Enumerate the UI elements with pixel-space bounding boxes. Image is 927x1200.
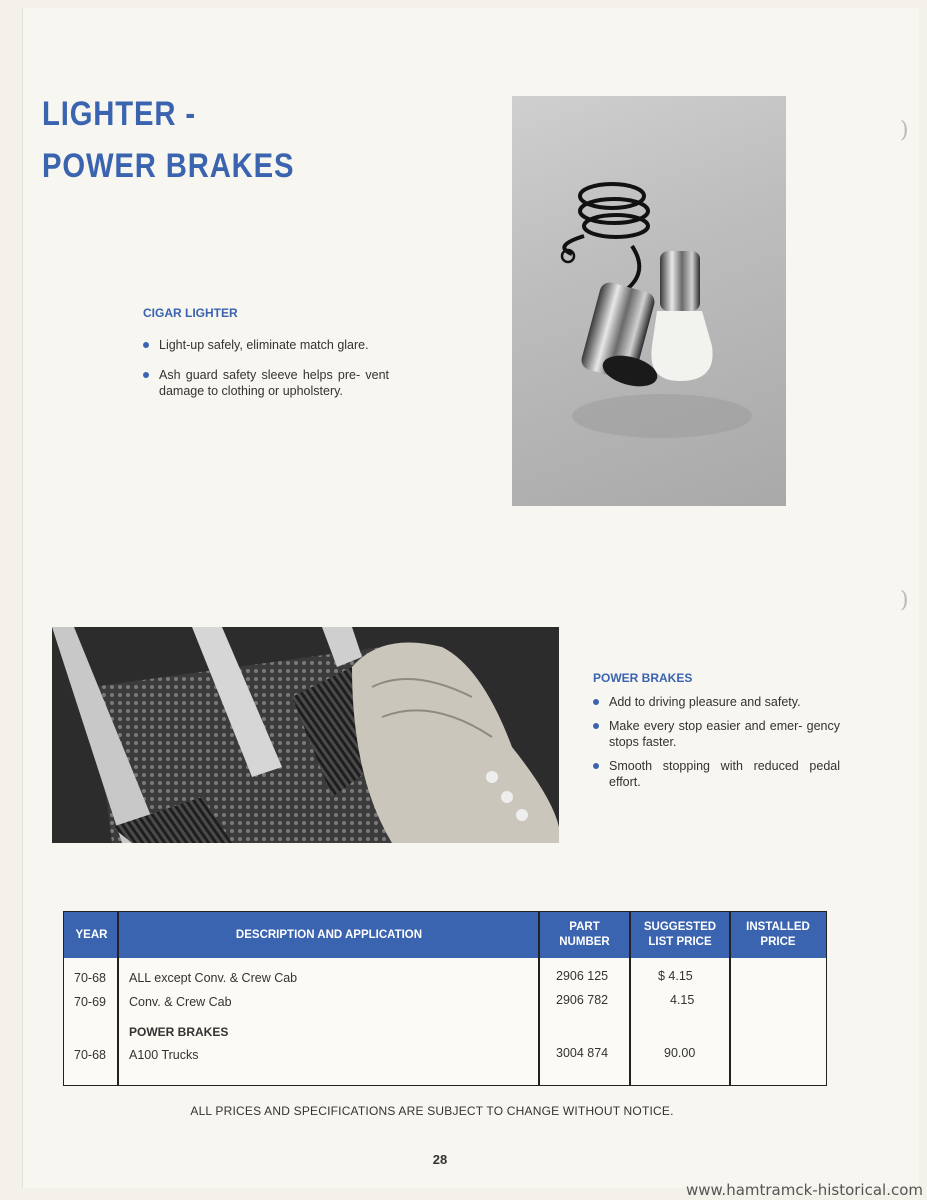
cell-description: A100 Trucks	[129, 1048, 199, 1062]
page-title	[42, 88, 294, 192]
list-item: Ash guard safety sleeve helps pre- vent damage to clothing or upholstery.	[143, 367, 389, 399]
cell-description: Conv. & Crew Cab	[129, 995, 232, 1009]
cigar-lighter-photo	[512, 96, 786, 506]
cell-list-price: $ 4.15	[658, 969, 693, 983]
table-header	[64, 912, 826, 958]
cell-part-number: 2906 782	[556, 993, 609, 1007]
price-notice: ALL PRICES AND SPECIFICATIONS ARE SUBJECT TO CHANGE WITHOUT NOTICE.	[190, 1104, 674, 1118]
cell-year: 70-68	[74, 1048, 106, 1062]
bullet-icon	[593, 699, 599, 705]
column-divider	[629, 912, 631, 1085]
bullet-icon	[593, 723, 599, 729]
table-section-label: POWER BRAKES	[129, 1025, 229, 1039]
price-table	[63, 911, 827, 1086]
power-brakes-heading: POWER BRAKES	[593, 671, 693, 685]
bullet-icon	[593, 763, 599, 769]
cigar-lighter-bullets	[143, 337, 389, 413]
bullet-icon	[143, 342, 149, 348]
cell-description: ALL except Conv. & Crew Cab	[129, 971, 298, 985]
power-brakes-bullets	[593, 694, 840, 804]
cell-list-price: 90.00	[664, 1046, 696, 1060]
cigar-lighter-illustration	[512, 96, 786, 506]
brake-pedal-illustration	[52, 627, 559, 843]
watermark: www.hamtramck-historical.com	[686, 1181, 923, 1199]
list-item: Add to driving pleasure and safety.	[593, 694, 840, 710]
cell-list-price: 4.15	[670, 993, 695, 1007]
column-divider	[729, 912, 731, 1085]
header-list-price: SUGGESTED LIST PRICE	[643, 921, 717, 948]
punch-mark-middle: )	[900, 588, 909, 613]
list-item: Make every stop easier and emer- gency stops faster.	[593, 718, 840, 750]
title-line-2: POWER BRAKES	[42, 147, 295, 185]
header-description: DESCRIPTION AND APPLICATION	[235, 928, 423, 941]
punch-mark-top: )	[900, 118, 909, 143]
column-divider	[538, 912, 540, 1085]
cell-part-number: 3004 874	[556, 1046, 609, 1060]
header-part-number: PART NUMBER	[559, 921, 610, 948]
list-item: Smooth stopping with reduced pedal effort.	[593, 758, 840, 790]
power-brakes-photo	[52, 627, 559, 843]
column-divider	[117, 912, 119, 1085]
cell-year: 70-68	[74, 971, 106, 985]
page-number: 28	[432, 1152, 448, 1167]
cell-year: 70-69	[74, 995, 106, 1009]
title-line-1: LIGHTER -	[42, 95, 196, 133]
list-item: Light-up safely, eliminate match glare.	[143, 337, 389, 353]
cell-part-number: 2906 125	[556, 969, 609, 983]
header-year: YEAR	[75, 928, 108, 941]
cigar-lighter-heading: CIGAR LIGHTER	[143, 306, 238, 320]
bullet-icon	[143, 372, 149, 378]
header-installed-price: INSTALLED PRICE	[746, 921, 810, 948]
